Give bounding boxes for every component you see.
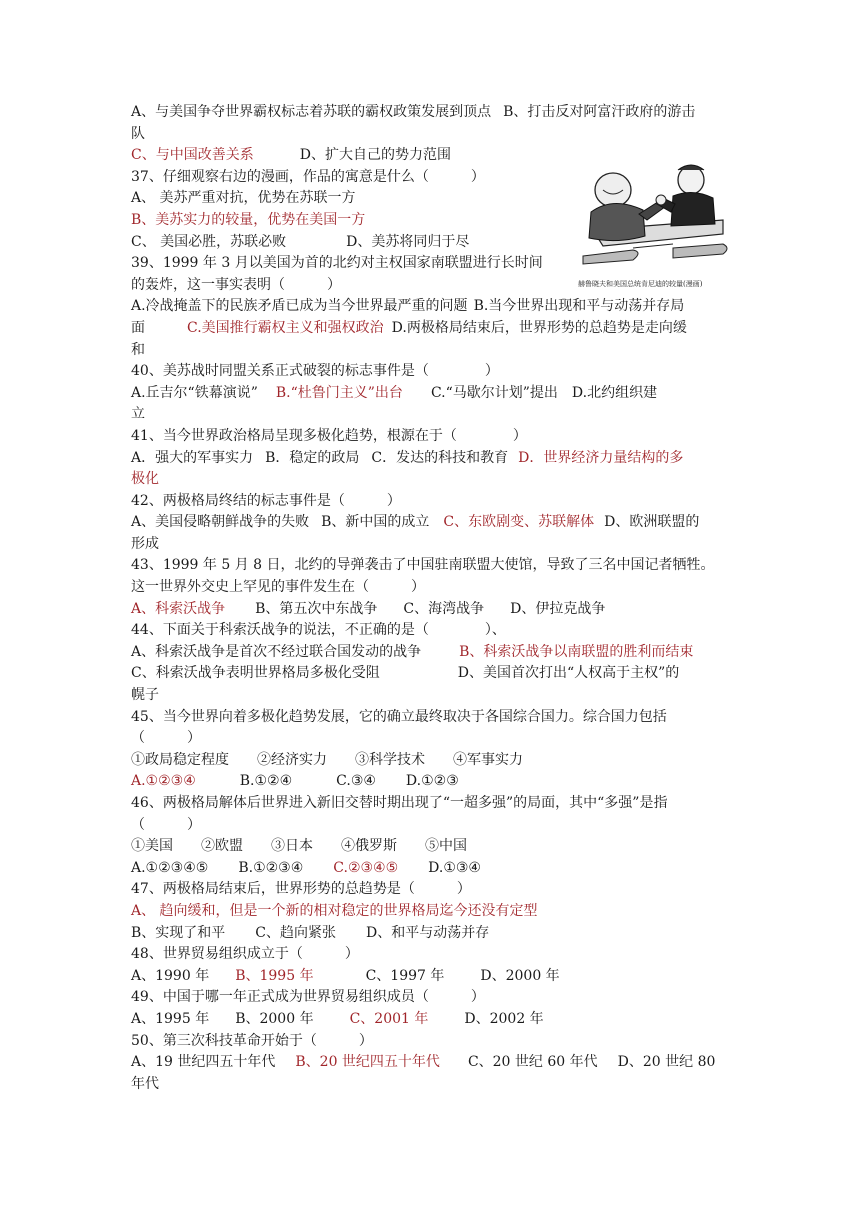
q40-option-a: A.丘吉尔“铁幕演说” [131, 384, 258, 401]
q45-items [131, 750, 731, 772]
q42-option-c: C、东欧剧变、苏联解体 [443, 514, 595, 531]
q46-option-d: D.①③④ [428, 859, 481, 876]
cartoon-caption: 赫鲁晓夫和美国总统肯尼迪的较量(漫画) [578, 280, 703, 288]
q44-option-d: D、美国首次打出“人权高于主权”的 [457, 665, 680, 682]
q46-item: ⑤中国 [425, 838, 467, 855]
q41-option-c: C．发达的科技和教育 [371, 449, 509, 466]
q47-line-options [131, 923, 731, 945]
q45-item: ②经济实力 [257, 751, 327, 768]
q41-option-d-cont: 极化 [131, 471, 159, 488]
q46-stem-1: 46、两极格局解体后世界进入新旧交替时期出现了“一超多强”的局面，其中“多强”是指 [131, 795, 668, 811]
q50-stem: 50、第三次科技革命开始于（ ） [131, 1032, 373, 1049]
q50-line-options [131, 1052, 731, 1074]
q49-line-options [131, 1009, 731, 1031]
q43-option-b: B、第五次中东战争 [255, 600, 378, 617]
q39-option-b-cont: 面 [131, 319, 145, 336]
q46-stem-2: （ ） [131, 816, 201, 833]
q48-line-options [131, 966, 731, 988]
q41-option-a: A．强大的军事实力 [131, 449, 254, 466]
q45-stem-1: 45、当今世界向着多极化趋势发展，它的确立最终取决于各国综合国力。综合国力包括 [131, 708, 667, 725]
q39-stem-1: 39、1999 年 3 月以美国为首的北约对主权国家南联盟进行长时间 [131, 255, 543, 272]
q41-option-d: D．世界经济力量结构的多 [518, 449, 684, 466]
q49-stem: 49、中国于哪一年正式成为世界贸易组织成员（ ） [131, 989, 485, 1006]
q41-option-b: B．稳定的政局 [265, 449, 360, 466]
q47-option-a: A、 趋向缓和，但是一个新的相对稳定的世界格局迄今还没有定型 [131, 902, 538, 919]
q48-option-c: C、1997 年 [365, 967, 445, 984]
q37-option-c: C、 美国必胜，苏联必败 [131, 233, 287, 250]
q42-option-d-cont: 形成 [131, 535, 159, 552]
q46-line-options [131, 858, 731, 880]
q43-stem-2: 这一世界外交史上罕见的事件发生在（ ） [131, 579, 425, 596]
q48-option-d: D、2000 年 [480, 967, 560, 984]
q37-option-d: D、美苏将同归于尽 [346, 233, 470, 250]
q44-line-cd [131, 663, 731, 685]
q43-stem-1: 43、1999 年 5 月 8 日，北约的导弹袭击了中国驻南联盟大使馆，导致了三名中国记者牺牲。 [131, 557, 715, 574]
q44-line-ab [131, 642, 731, 664]
q49-option-a: A、1995 年 [131, 1010, 210, 1027]
q47-option-b: B、实现了和平 [131, 924, 226, 941]
q44-option-c: C、科索沃战争表明世界格局多极化受阻 [131, 665, 380, 682]
q36-line-1 [131, 102, 731, 124]
q40-stem: 40、美苏战时同盟关系正式破裂的标志事件是（ ） [131, 363, 499, 380]
arm-wrestling-cartoon [573, 160, 731, 272]
q45-stem-2: （ ） [131, 730, 201, 747]
q44-option-b: B、科索沃战争以南联盟的胜利而结束 [459, 643, 694, 660]
q43-option-a: A、科索沃战争 [131, 600, 226, 617]
q50-option-b: B、20 世纪四五十年代 [295, 1054, 440, 1071]
q50-option-a: A、19 世纪四五十年代 [131, 1054, 276, 1071]
q49-option-c: C、2001 年 [349, 1010, 429, 1027]
q48-option-b: B、1995 年 [235, 967, 314, 984]
cartoon-drawing [573, 160, 731, 272]
q37-option-a: A、 美苏严重对抗，优势在苏联一方 [131, 190, 356, 207]
q36-option-c: C、与中国改善关系 [131, 147, 254, 164]
q46-item: ②欧盟 [201, 838, 243, 855]
q48-option-a: A、1990 年 [131, 967, 210, 984]
q37-stem: 37、仔细观察右边的漫画，作品的寓意是什么（ ） [131, 168, 485, 185]
q45-item: ④军事实力 [453, 751, 523, 768]
q45-item: ①政局稳定程度 [131, 751, 229, 768]
q44-stem: 44、下面关于科索沃战争的说法，不正确的是（ ）、 [131, 622, 506, 639]
q39-option-c: C.美国推行霸权主义和强权政治 [187, 319, 384, 336]
q39-option-d-cont: 和 [131, 341, 145, 358]
q49-option-d: D、2002 年 [464, 1010, 544, 1027]
q43-option-d: D、伊拉克战争 [510, 600, 606, 617]
q47-stem: 47、两极格局结束后，世界形势的总趋势是（ ） [131, 881, 471, 898]
q39-option-d: D.两极格局结束后，世界形势的总趋势是走向缓 [391, 319, 687, 336]
q40-option-d-cont: 立 [131, 406, 145, 423]
q39-line-cd [131, 318, 731, 340]
q42-line-options [131, 512, 731, 534]
q39-line-ab [131, 296, 731, 318]
q46-option-a: A.①②③④⑤ [131, 859, 209, 876]
q41-stem: 41、当今世界政治格局呈现多极化趋势，根源在于（ ） [131, 427, 527, 444]
q42-stem: 42、两极格局终结的标志事件是（ ） [131, 492, 401, 509]
q47-option-d: D、和平与动荡并存 [366, 924, 490, 941]
q37-option-b: B、美苏实力的较量，优势在美国一方 [131, 211, 366, 228]
q43-option-c: C、海湾战争 [403, 600, 485, 617]
q45-option-d: D.①②③ [405, 773, 459, 790]
q36-option-b-cont: 队 [131, 125, 145, 142]
q40-line-options [131, 383, 731, 405]
q43-line-options [131, 599, 731, 621]
q45-item: ③科学技术 [355, 751, 425, 768]
q39-stem-2: 的轰炸，这一事实表明（ ） [131, 276, 341, 293]
q40-option-c: C.“马歇尔计划”提出 [430, 384, 558, 401]
q45-option-a: A.①②③④ [131, 773, 196, 790]
q42-option-b: B、新中国的成立 [321, 514, 430, 531]
q46-item: ①美国 [131, 838, 173, 855]
q36-option-a: A、与美国争夺世界霸权标志着苏联的霸权政策发展到顶点 [131, 104, 492, 120]
q46-items [131, 836, 731, 858]
q41-line-options [131, 448, 731, 470]
q45-line-options [131, 771, 731, 793]
q46-item: ③日本 [271, 838, 313, 855]
q36-option-d: D、扩大自己的势力范围 [299, 147, 451, 164]
q40-option-b: B.“杜鲁门主义”出台 [275, 384, 403, 401]
q50-option-c: C、20 世纪 60 年代 [467, 1054, 598, 1071]
q49-option-b: B、2000 年 [235, 1010, 314, 1027]
q39-option-a: A.冷战掩盖下的民族矛盾已成为当今世界最严重的问题 [131, 298, 468, 315]
q39-option-b: B.当今世界出现和平与动荡并存局 [473, 298, 685, 315]
q50-option-d: D、20 世纪 80 [617, 1054, 716, 1071]
q47-option-c: C、趋向紧张 [255, 924, 337, 941]
q46-item: ④俄罗斯 [341, 838, 397, 855]
q50-option-d-cont: 年代 [131, 1075, 159, 1092]
q42-option-a: A、美国侵略朝鲜战争的失败 [131, 514, 310, 531]
q36-line-2 [131, 124, 731, 146]
q45-option-c: C.③④ [336, 773, 376, 790]
q36-option-b: B、打击反对阿富汗政府的游击 [503, 104, 696, 120]
q44-option-a: A、科索沃战争是首次不经过联合国发动的战争 [131, 643, 422, 660]
q46-option-c: C.②③④⑤ [333, 859, 399, 876]
q48-stem: 48、世界贸易组织成立于（ ） [131, 946, 359, 963]
q45-option-b: B.①②④ [239, 773, 293, 790]
q44-option-d-cont: 幌子 [131, 687, 159, 704]
q40-option-d: D.北约组织建 [571, 384, 658, 401]
q42-option-d: D、欧洲联盟的 [604, 514, 700, 531]
q46-option-b: B.①②③④ [238, 859, 304, 876]
